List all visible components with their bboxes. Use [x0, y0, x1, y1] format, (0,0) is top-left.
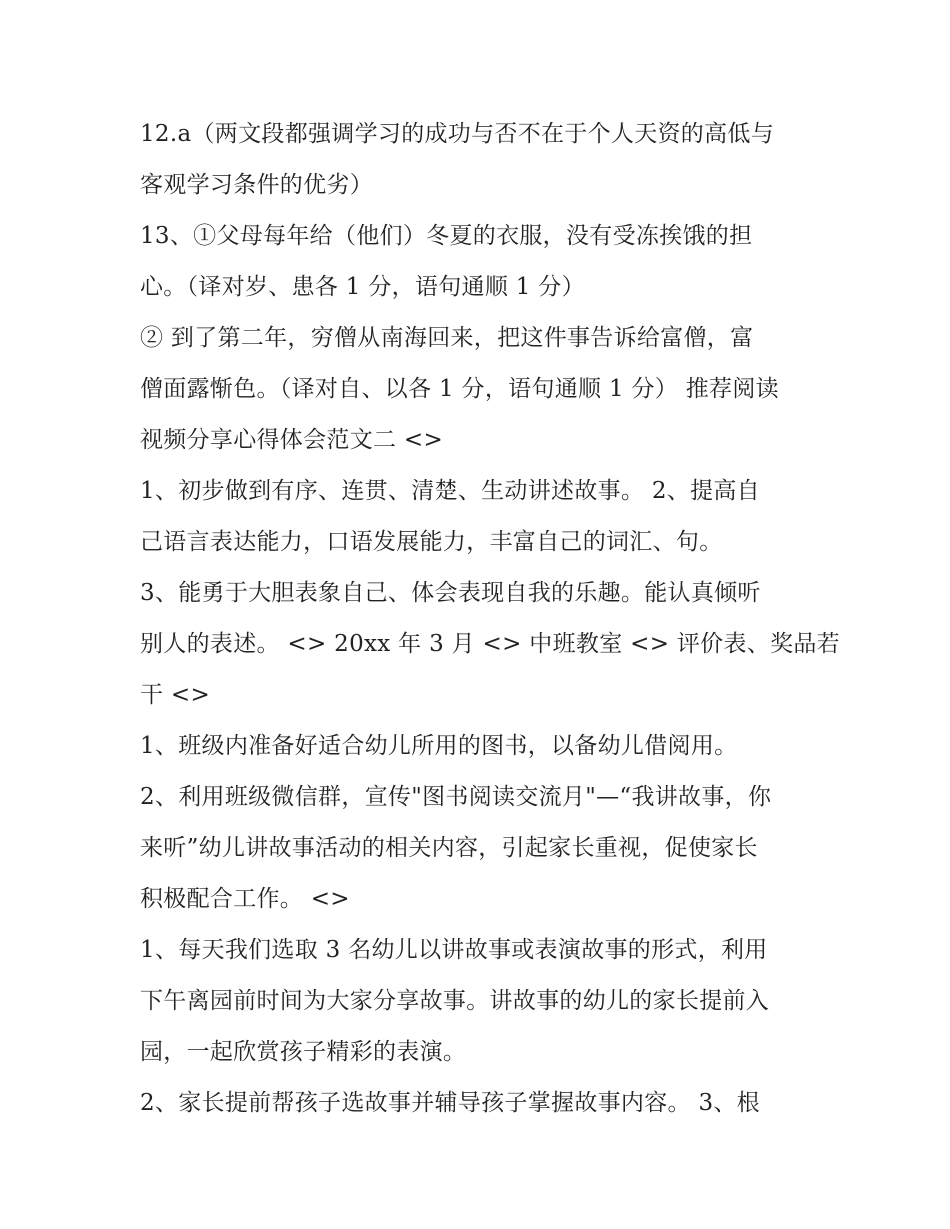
text-line-6: 僧面露惭色。（译对自、以各 1 分，语句通顺 1 分） 推荐阅读	[140, 376, 779, 402]
text-line-2: 客观学习条件的优劣）	[140, 172, 373, 198]
text-line-14: 2、利用班级微信群，宣传"图书阅读交流月"—“我讲故事，你	[140, 784, 772, 810]
text-line-12: 干 <>	[140, 682, 211, 708]
text-line-20: 2、家长提前帮孩子选故事并辅导孩子掌握故事内容。 3、根	[140, 1090, 760, 1116]
text-line-19: 园，一起欣赏孩子精彩的表演。	[140, 1039, 467, 1065]
text-line-17: 1、每天我们选取 3 名幼儿以讲故事或表演故事的形式，利用	[140, 937, 768, 963]
text-line-11: 别人的表述。 <> 20xx 年 3 月 <> 中班教室 <> 评价表、奖品若	[140, 631, 840, 657]
text-line-13: 1、班级内准备好适合幼儿所用的图书，以备幼儿借阅用。	[140, 733, 738, 759]
document-body	[140, 109, 840, 1129]
text-line-9: 己语言表达能力，口语发展能力，丰富自己的词汇、句。	[140, 529, 723, 555]
text-line-15: 来听”幼儿讲故事活动的相关内容，引起家长重视，促使家长	[140, 835, 758, 861]
text-line-8: 1、初步做到有序、连贯、清楚、生动讲述故事。 2、提高自	[140, 478, 760, 504]
text-line-5: ② 到了第二年，穷僧从南海回来，把这件事告诉给富僧，富	[140, 325, 754, 351]
text-line-4: 心。（译对岁、患各 1 分，语句通顺 1 分）	[140, 274, 585, 300]
text-line-3: 13、①父母每年给（他们）冬夏的衣服，没有受冻挨饿的担	[140, 223, 753, 249]
text-line-1: 12.a（两文段都强调学习的成功与否不在于个人天资的高低与	[140, 121, 774, 147]
text-line-16: 积极配合工作。 <>	[140, 886, 350, 912]
text-line-10: 3、能勇于大胆表象自己、体会表现自我的乐趣。能认真倾听	[140, 580, 761, 606]
text-line-18: 下午离园前时间为大家分享故事。讲故事的幼儿的家长提前入	[140, 988, 770, 1014]
text-line-7: 视频分享心得体会范文二 <>	[140, 427, 444, 453]
